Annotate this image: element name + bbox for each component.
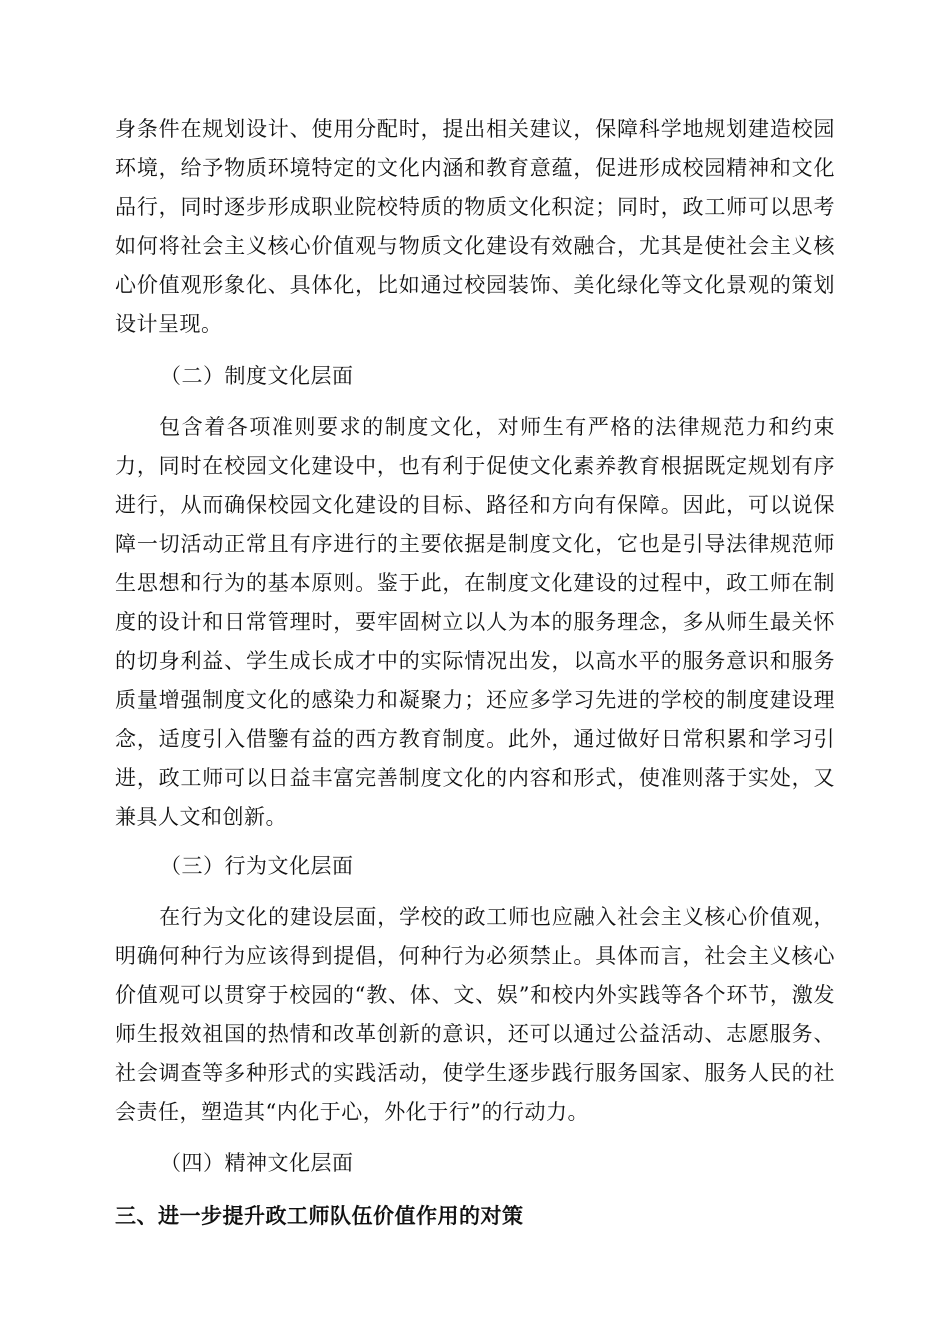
paragraph-physical-culture-continued: 身条件在规划设计、使用分配时，提出相关建议，保障科学地规划建造校园环境，给予物质环境特定的文化内涵和教育意蕴，促进形成校园精神和文化品行，同时逐步形成职业院校特质的物质文化积淀；同时，政工师可以思考如何将社会主义核心价值观与物质文化建设有效融合，尤其是使社会主义核心价值观形象化、具体化，比如通过校园装饰、美化绿化等文化景观的策划设计呈现。 (115, 117, 835, 336)
subheading-behavioral-culture: （三）行为文化层面 (160, 854, 354, 878)
section-heading-countermeasures: 三、进一步提升政工师队伍价值作用的对策 (115, 1203, 524, 1228)
paragraph-institutional-culture: 包含着各项准则要求的制度文化，对师生有严格的法律规范力和约束力，同时在校园文化建设中，也有利于促使文化素养教育根据既定规划有序进行，从而确保校园文化建设的目标、路径和方向有保障。因此，可以说保障一切活动正常且有序进行的主要依据是制度文化，它也是引导法律规范师生思想和行为的基本原则。鉴于此，在制度文化建设的过程中，政工师在制度的设计和日常管理时，要牢固树立以人为本的服务理念，多从师生最关怀的切身利益、学生成长成才中的实际情况出发，以高水平的服务意识和服务质量增强制度文化的感染力和凝聚力；还应多学习先进的学校的制度建设理念，适度引入借鑒有益的西方教育制度。此外，通过做好日常积累和学习引进，政工师可以日益丰富完善制度文化的内容和形式，使准则落于实处，又兼具人文和创新。 (115, 415, 835, 829)
subheading-institutional-culture: （二）制度文化层面 (160, 364, 354, 388)
paragraph-behavioral-culture: 在行为文化的建设层面，学校的政工师也应融入社会主义核心价值观，明确何种行为应该得到提倡，何种行为必须禁止。具体而言，社会主义核心价值观可以贯穿于校园的“教、体、文、娱”和校内外实践等各个环节，激发师生报效祖国的热情和改革创新的意识，还可以通过公益活动、志愿服务、社会调查等多种形式的实践活动，使学生逐步践行服务国家、服务人民的社会责任，塑造其“内化于心，外化于行”的行动力。 (115, 905, 835, 1124)
subheading-spiritual-culture: （四）精神文化层面 (160, 1151, 354, 1175)
